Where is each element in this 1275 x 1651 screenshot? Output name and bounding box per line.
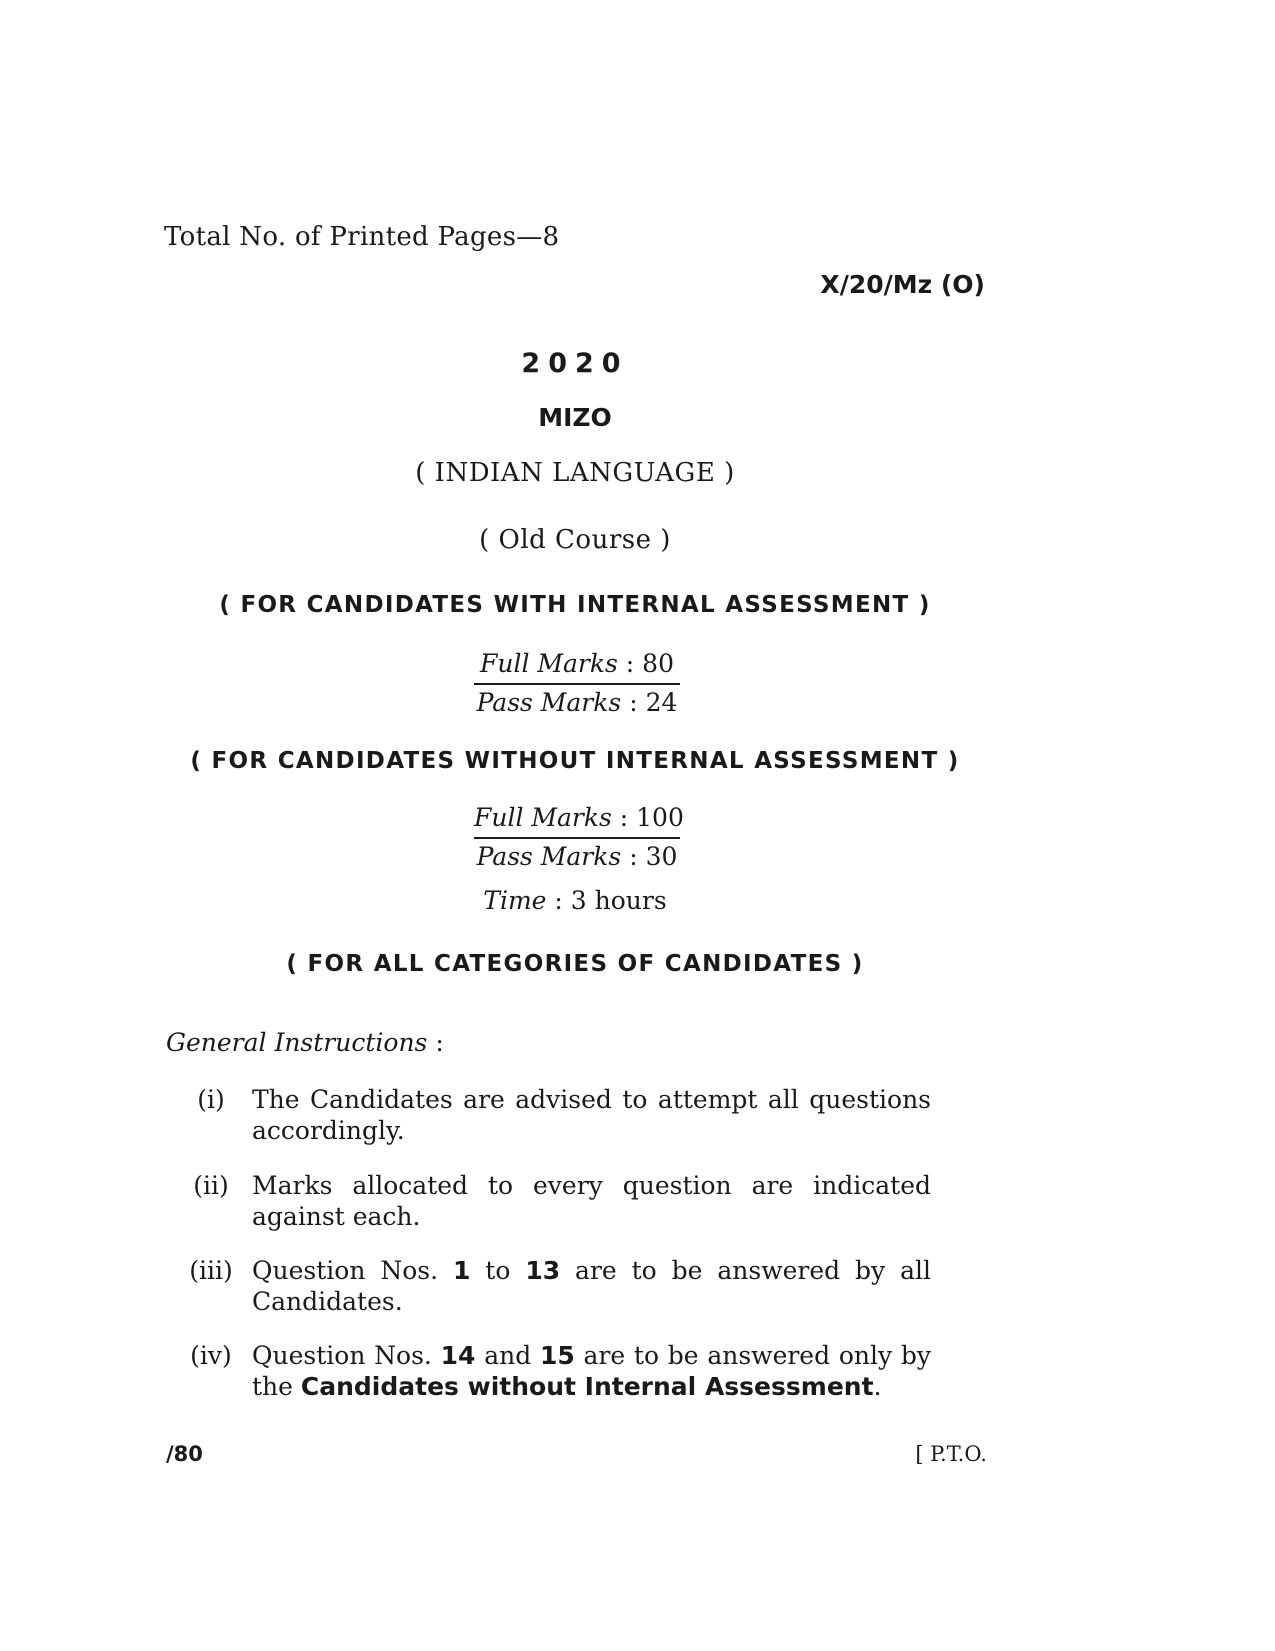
subject-title: MIZO [538, 403, 612, 432]
please-turn-over: [ P.T.O. [915, 1442, 987, 1466]
full-marks-row: Full Marks : 100 [474, 803, 684, 832]
exam-year: 2020 [521, 348, 629, 379]
time-label: Time [483, 886, 547, 915]
instruction-number: (iv) [190, 1341, 232, 1370]
instruction-text: Question Nos. 14 and 15 are to be answered only by the Candidates without Internal Assessment. [252, 1341, 932, 1401]
language-note: ( INDIAN LANGUAGE ) [415, 458, 735, 488]
full-marks-value: 100 [636, 803, 684, 832]
full-marks-label: Full Marks [480, 649, 618, 678]
general-instructions-heading: General Instructions : [166, 1028, 444, 1057]
pass-marks-label: Pass Marks [476, 842, 622, 871]
instruction-text: The Candidates are advised to attempt all questions accordingly. [252, 1085, 931, 1145]
instruction-text: Question Nos. 1 to 13 are to be answered by all Candidates. [252, 1256, 932, 1316]
instruction-item [186, 1084, 931, 1146]
pass-marks-row: Pass Marks : 30 [476, 842, 678, 871]
pass-marks-value: 24 [645, 688, 678, 717]
full-marks-label: Full Marks [474, 803, 612, 832]
instruction-text: Marks allocated to every question are indicated against each. [252, 1171, 931, 1231]
heading-with-internal-assessment: ( FOR CANDIDATES WITH INTERNAL ASSESSMENT ) [219, 592, 931, 618]
instruction-item [186, 1255, 931, 1317]
instruction-item [186, 1340, 931, 1402]
heading-all-categories: ( FOR ALL CATEGORIES OF CANDIDATES ) [286, 951, 864, 977]
instruction-number: (ii) [193, 1171, 229, 1200]
time-allowed: Time : 3 hours [483, 886, 667, 915]
printed-pages-note: Total No. of Printed Pages—8 [164, 222, 560, 252]
paper-code: X/20/Mz (O) [820, 270, 985, 299]
instruction-number: (i) [197, 1085, 225, 1114]
marks-block-with-internal [474, 646, 680, 721]
time-value: 3 hours [570, 886, 667, 915]
course-note: ( Old Course ) [479, 525, 671, 555]
pass-marks-row: Pass Marks : 24 [476, 688, 678, 717]
instruction-number: (iii) [189, 1256, 233, 1285]
pass-marks-value: 30 [645, 842, 678, 871]
pass-marks-label: Pass Marks [476, 688, 622, 717]
full-marks-row: Full Marks : 80 [480, 649, 674, 678]
heading-without-internal-assessment: ( FOR CANDIDATES WITHOUT INTERNAL ASSESSMENT ) [190, 748, 960, 774]
instruction-item [186, 1170, 931, 1232]
page-code: /80 [166, 1442, 203, 1466]
full-marks-value: 80 [642, 649, 674, 678]
marks-block-without-internal [474, 800, 684, 875]
